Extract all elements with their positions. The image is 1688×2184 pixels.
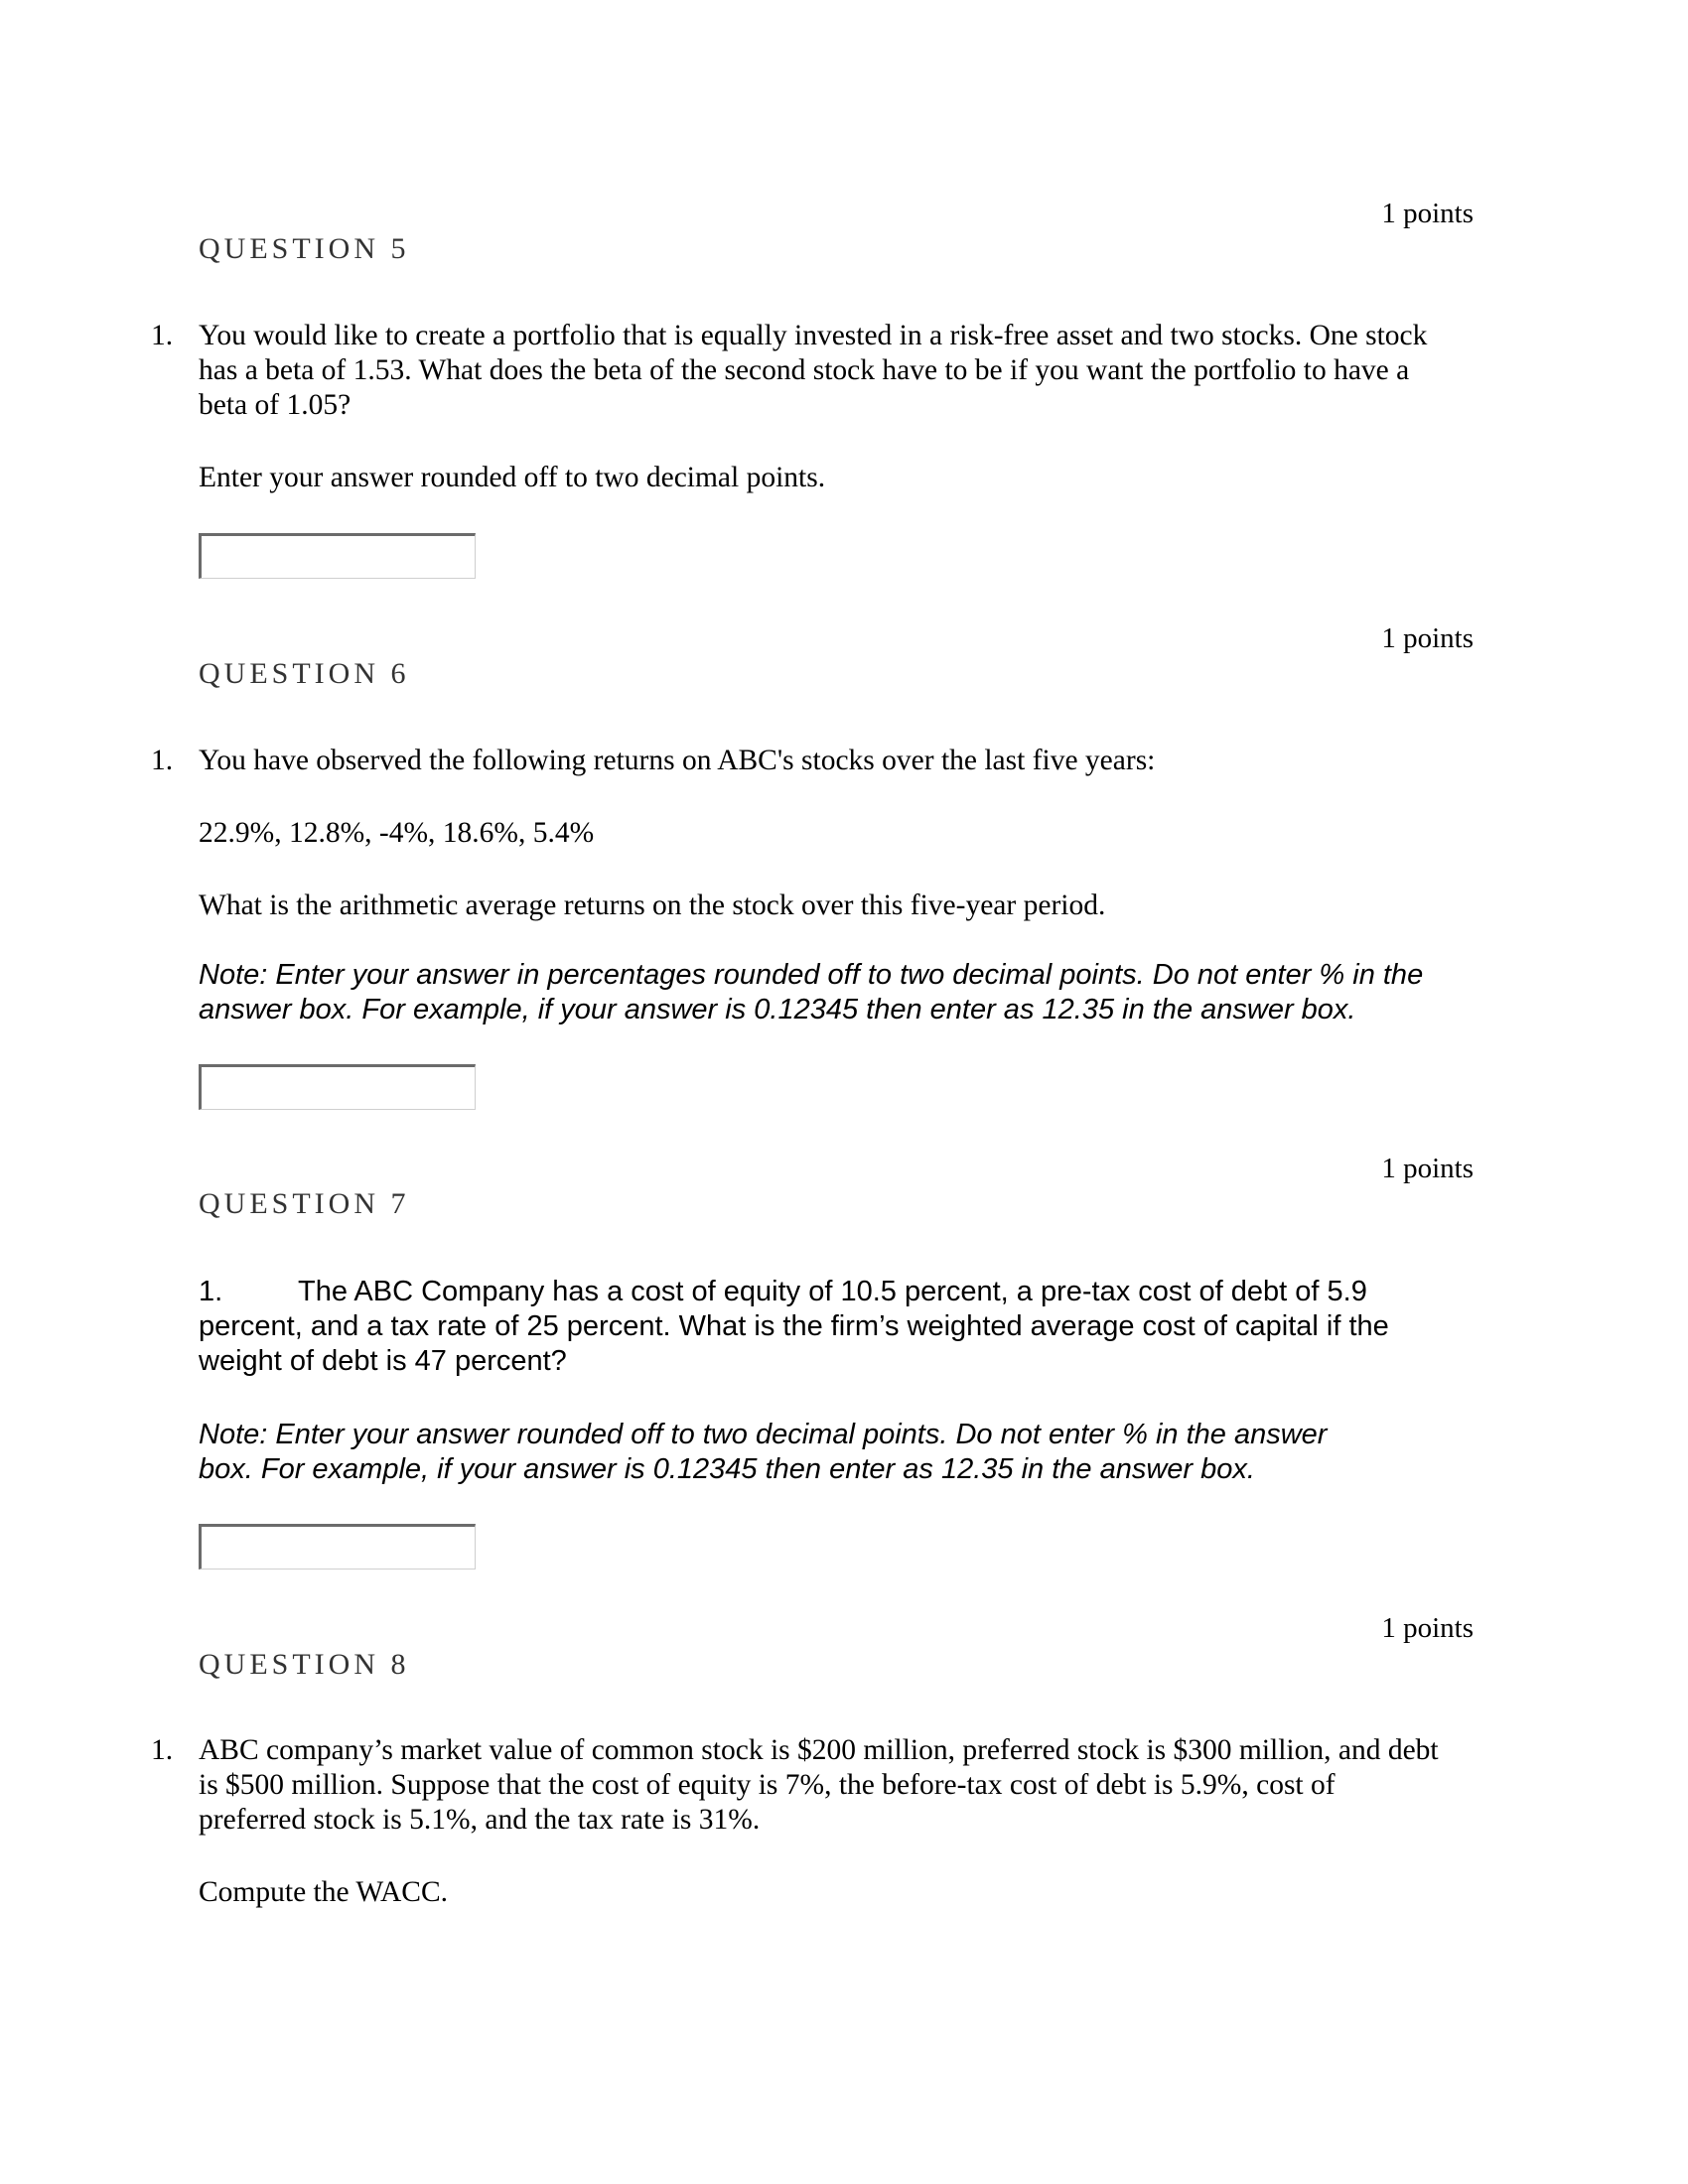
question-text-line: has a beta of 1.53. What does the beta of the second stock have to be if you want the portfolio to have a (199, 354, 1410, 386)
returns-list: 22.9%, 12.8%, -4%, 18.6%, 5.4% (199, 817, 595, 849)
question-text-line: You have observed the following returns on ABC's stocks over the last five years: (199, 745, 1156, 776)
question-points: 1 points (1381, 622, 1474, 654)
question-text-line: beta of 1.05? (199, 389, 352, 421)
question-heading: QUESTION 8 (199, 1648, 410, 1681)
question-heading: QUESTION 7 (199, 1187, 410, 1220)
note-line: box. For example, if your answer is 0.12345 then enter as 12.35 in the answer box. (199, 1453, 1255, 1485)
question-prompt: What is the arithmetic average returns on the stock over this five-year period. (199, 889, 1106, 921)
question-instruction: Compute the WACC. (199, 1876, 449, 1908)
list-number: 1. (151, 320, 174, 351)
list-number: 1. (199, 1276, 223, 1307)
question-heading: QUESTION 6 (199, 657, 410, 690)
question-points: 1 points (1381, 1612, 1474, 1644)
question-text-line: percent, and a tax rate of 25 percent. What is the firm’s weighted average cost of capital if the (199, 1310, 1389, 1342)
note-line: answer box. For example, if your answer is 0.12345 then enter as 12.35 in the answer box. (199, 994, 1356, 1025)
question-text-line: You would like to create a portfolio that is equally invested in a risk-free asset and two stocks. One stock (199, 320, 1428, 351)
answer-input[interactable] (199, 1064, 476, 1110)
list-number: 1. (151, 1734, 174, 1766)
question-text-line: ABC company’s market value of common stock is $200 million, preferred stock is $300 million, and debt (199, 1734, 1439, 1766)
note-line: Note: Enter your answer rounded off to two decimal points. Do not enter % in the answer (199, 1419, 1328, 1450)
answer-input[interactable] (199, 1524, 476, 1570)
question-text-line: weight of debt is 47 percent? (199, 1345, 567, 1377)
question-points: 1 points (1381, 198, 1474, 229)
question-text-line: is $500 million. Suppose that the cost of equity is 7%, the before-tax cost of debt is 5.9%, cost of (199, 1769, 1336, 1801)
answer-input[interactable] (199, 533, 476, 579)
question-text-line: The ABC Company has a cost of equity of 10.5 percent, a pre-tax cost of debt of 5.9 (298, 1276, 1367, 1307)
question-heading: QUESTION 5 (199, 232, 410, 265)
question-instruction: Enter your answer rounded off to two decimal points. (199, 462, 826, 493)
question-text-line: preferred stock is 5.1%, and the tax rate is 31%. (199, 1804, 761, 1836)
question-points: 1 points (1381, 1153, 1474, 1184)
note-line: Note: Enter your answer in percentages rounded off to two decimal points. Do not enter % in the (199, 959, 1424, 991)
list-number: 1. (151, 745, 174, 776)
